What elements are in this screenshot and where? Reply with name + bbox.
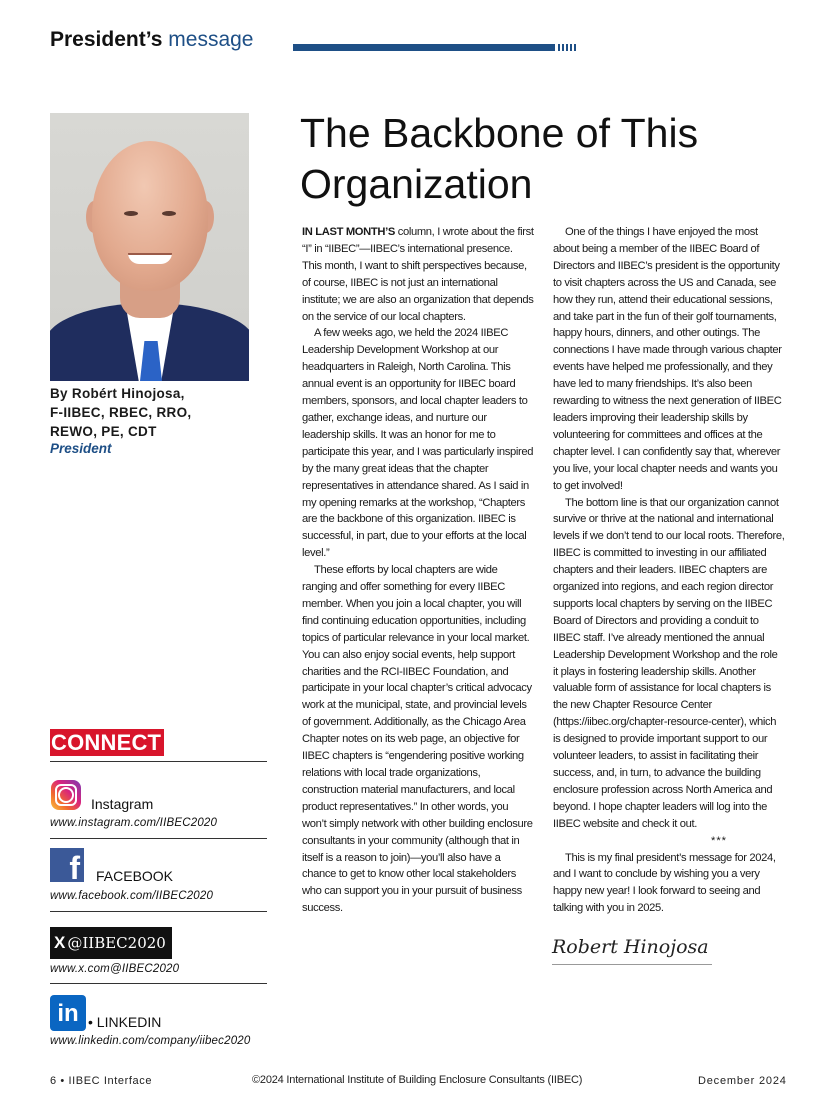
author-byline: By Robért Hinojosa, F-IIBEC, RBEC, RRO, REWO, PE, CDT [50,386,192,439]
footer-copyright: ©2024 International Institute of Building Enclosure Consultants (IIBEC) [252,1074,583,1086]
divider [50,761,267,762]
instagram-label: Instagram [91,796,154,812]
facebook-icon[interactable]: f [50,848,84,882]
article-column-1 [302,224,534,917]
header-rule [293,44,555,51]
header-light: message [168,28,254,51]
divider [50,838,267,839]
footer-date: December 2024 [698,1075,787,1087]
linkedin-icon[interactable]: in [50,995,86,1031]
article-title: The Backbone of This Organization [300,110,699,207]
article-column-2 [553,224,785,917]
linkedin-label: • LINKEDIN [88,1014,162,1030]
instagram-link[interactable]: www.instagram.com/IIBEC2020 [50,817,218,829]
facebook-label: FACEBOOK [96,868,174,884]
paragraph: The bottom line is that our organization cannot survive or thrive at the national and international levels if we don’t tend to our local roots. Therefore, IIBEC is committed to investing in our affiliated chapters and their leaders. IIBEC chapters are organized into regions, and each region director supports local chapters by serving on the IIBEC Board of Directors and providing a conduit to IIBEC staff. I’ve already mentioned the annual Leadership Development Workshop and the role it plays in fostering leadership skills. Another valuable form of assistance for local chapters is the new Chapter Resource Center (https://iibec.org/chapter-resource-center), which is designed to provide important support to our volunteer leaders, to assist in facilitating their success, and, in turn, to advance the building enclosure profession across North America and beyond. I hope chapter leaders will log into the IIBEC website and check it out. [553,496,785,830]
header-rule-ticks [558,44,576,51]
paragraph: IN LAST MONTH’S column, I wrote about the first “I” in “IIBEC”—IIBEC’s international presence. This month, I want to shift perspectives because, of course, IIBEC is not just an international institute; we are also an organization that depends on the service of our local chapters. [302,226,534,323]
signature: Robert Hinojosa [552,930,712,965]
divider [50,911,267,912]
author-photo [50,113,249,381]
connect-heading: CONNECT [50,729,164,756]
instagram-icon[interactable] [51,780,81,810]
paragraph: A few weeks ago, we held the 2024 IIBEC Leadership Development Workshop at our headquarters in Raleigh, North Carolina. This annual event is an opportunity for IIBEC board members, sponsors, and local chapter leaders to gather, exchange ideas, and nurture our leadership skills. It was an honor for me to participate this year, and I was particularly inspired by the many great ideas that the chapter representatives in attendance shared. As I said in my opening remarks at the workshop, “Chapters are the backbone of this organization. IIBEC is successful, in part, due to your efforts at the local level.” [302,327,534,560]
header-bold: President’s [50,28,163,51]
section-header [50,28,254,52]
x-badge[interactable] [50,927,172,959]
paragraph: These efforts by local chapters are wide ranging and offer something for every IIBEC member. When you join a local chapter, you will find continuing education opportunities, including topics of particular relevance in your local market. You can also enjoy social events, help support charities and the RCI-IIBEC Foundation, and participate in your local chapter’s critical advocacy work at the municipal, state, and provincial levels of government. Additionally, as the Chicago Area Chapter notes on its web page, an objective for IIBEC chapters is “engendering positive working relations with local trade organizations, construction material manufacturers, and local product representatives.” In other words, you won’t simply network with other building enclosure consultants in your community (although that in itself is a reason to join)—you’ll also have a chance to get to know other local stakeholders who can support you in your pursuit of business success. [302,564,533,915]
section-break: *** [710,834,728,847]
x-link[interactable]: www.x.com@IIBEC2020 [50,963,180,975]
paragraph: This is my final president’s message for 2024, and I want to conclude by wishing you a very happy new year! I look forward to seeing and talking with you in 2025. [553,851,776,915]
linkedin-link[interactable]: www.linkedin.com/company/iibec2020 [50,1035,251,1047]
paragraph: One of the things I have enjoyed the most about being a member of the IIBEC Board of Directors and IIBEC’s president is the opportunity to visit chapters across the US and Canada, see how they run, attend their educational sessions, and take part in the fun of their golf tournaments, happy hours, dinners, and other outings. The connections I have made through various chapter events have helped me professionally, and they have led to many friendships. It’s also been rewarding to witness the next generation of IIBEC leaders improving their leadership skills by volunteering for committees and offices at the chapter level. I can confidently say that, wherever you live, your local chapter needs and wants you to get involved! [553,226,782,492]
author-role: President [50,441,112,456]
footer-page-info: 6 • IIBEC Interface [50,1075,153,1087]
facebook-link[interactable]: www.facebook.com/IIBEC2020 [50,890,214,902]
divider [50,983,267,984]
x-label: @IIBEC2020 [67,934,166,952]
x-icon: X [54,933,66,952]
